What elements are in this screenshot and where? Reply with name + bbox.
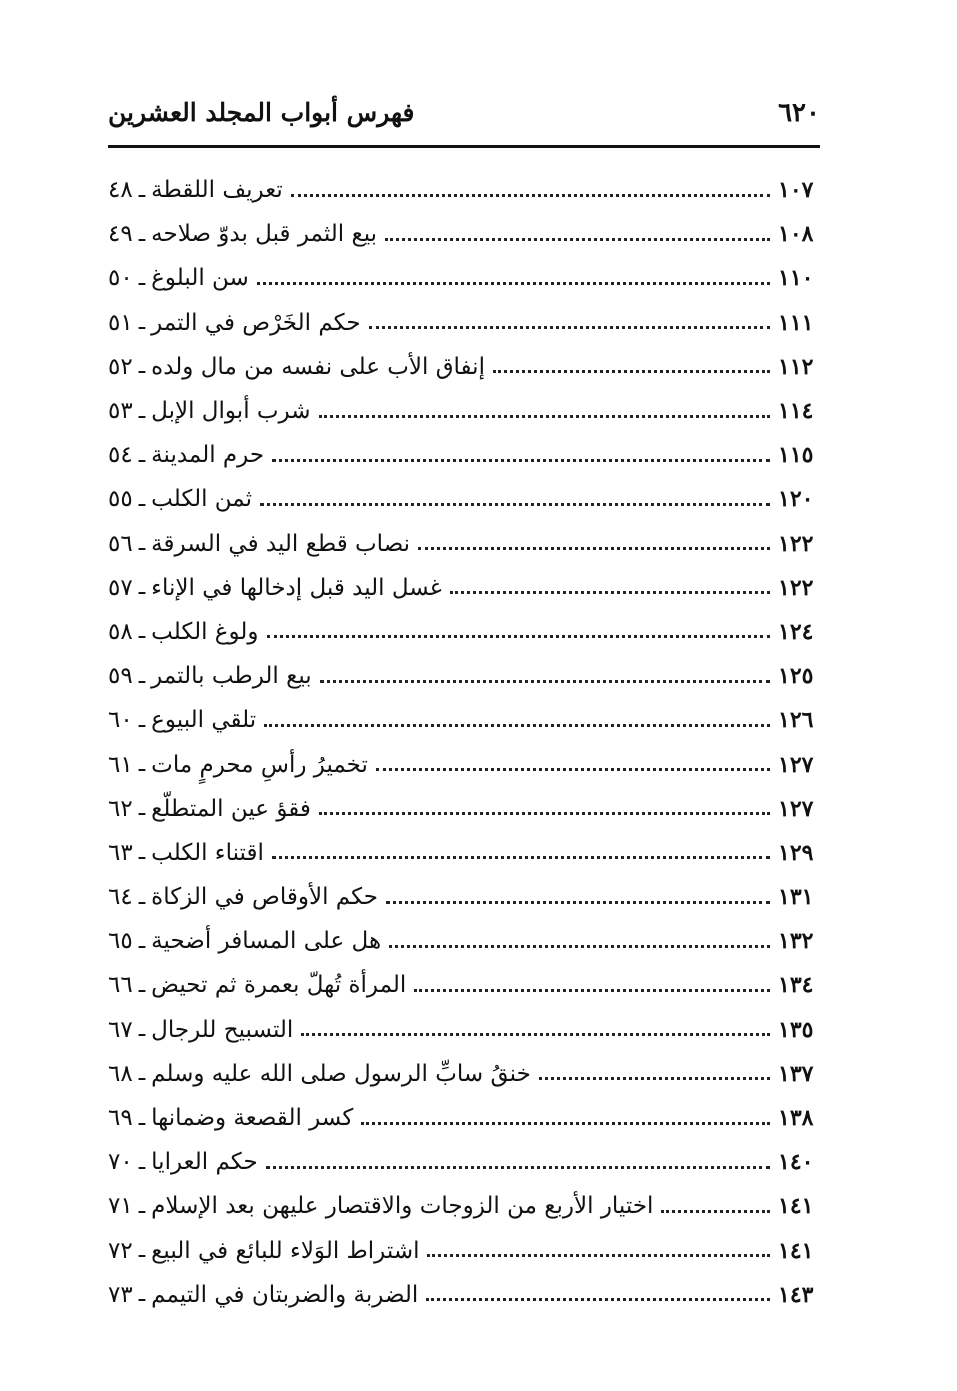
entry-separator: ـ — [138, 1105, 146, 1131]
dot-leader — [291, 194, 770, 197]
toc-entry — [108, 963, 820, 1007]
entry-title: غسل اليد قبل إدخالها في الإناء — [151, 574, 442, 601]
entry-title: إنفاق الأب على نفسه من مال ولده — [151, 353, 485, 380]
dot-leader — [493, 370, 770, 373]
entry-title: حكم الخَرْص في التمر — [151, 309, 361, 336]
entry-number: ٤٩ — [108, 221, 133, 248]
entry-separator: ـ — [138, 1282, 146, 1308]
entry-page-number: ١٤٣ — [778, 1281, 814, 1308]
entry-page-number: ١٢٠ — [778, 486, 814, 513]
entry-number: ٥٢ — [108, 353, 133, 380]
toc-entry — [108, 698, 820, 742]
dot-leader — [267, 635, 770, 638]
entry-number: ٥٤ — [108, 442, 133, 469]
entry-page-number: ١٢٥ — [778, 663, 814, 690]
entry-number: ٥٥ — [108, 486, 133, 513]
entry-separator: ـ — [138, 177, 146, 203]
dot-leader — [272, 856, 770, 859]
entry-page-number: ١٤٠ — [778, 1149, 814, 1176]
entry-page-number: ١٢٧ — [778, 751, 814, 778]
toc-entry — [108, 566, 820, 610]
toc-entry — [108, 477, 820, 521]
entry-separator: ـ — [138, 752, 146, 778]
entry-number: ٦٠ — [108, 707, 133, 734]
entry-separator: ـ — [138, 310, 146, 336]
entry-page-number: ١١٢ — [778, 353, 814, 380]
entry-title: المرأة تُهلّ بعمرة ثم تحيض — [151, 972, 407, 999]
dot-leader — [426, 1298, 770, 1301]
entry-page-number: ١٤١ — [778, 1193, 814, 1220]
entry-separator: ـ — [138, 221, 146, 247]
entry-title: نصاب قطع اليد في السرقة — [151, 530, 411, 557]
toc-entry — [108, 389, 820, 433]
entry-page-number: ١٣٤ — [778, 972, 814, 999]
entry-page-number: ١١٠ — [778, 265, 814, 292]
entry-page-number: ١٢٧ — [778, 795, 814, 822]
entry-separator: ـ — [138, 928, 146, 954]
entry-separator: ـ — [138, 486, 146, 512]
entry-page-number: ١٣٧ — [778, 1060, 814, 1087]
entry-number: ٥٨ — [108, 618, 133, 645]
entry-title: ثمن الكلب — [151, 486, 252, 513]
entry-page-number: ١٢٢ — [778, 574, 814, 601]
entry-page-number: ١٤١ — [778, 1237, 814, 1264]
entry-title: اختيار الأربع من الزوجات والاقتصار عليهن بعد الإسلام — [151, 1193, 654, 1220]
toc-entry — [108, 610, 820, 654]
entry-page-number: ١٠٨ — [778, 221, 814, 248]
toc-entry — [108, 742, 820, 786]
entry-separator: ـ — [138, 707, 146, 733]
toc-entry — [108, 1140, 820, 1184]
entry-number: ٥٠ — [108, 265, 133, 292]
entry-title: تخميرُ رأسِ محرمٍ مات — [151, 751, 368, 778]
toc-entry — [108, 1229, 820, 1273]
toc-entry — [108, 256, 820, 300]
entry-separator: ـ — [138, 1193, 146, 1219]
entry-separator: ـ — [138, 354, 146, 380]
entry-number: ٥١ — [108, 309, 133, 336]
entry-title: حرم المدينة — [151, 442, 265, 469]
toc-entry — [108, 919, 820, 963]
toc-entry — [108, 787, 820, 831]
entry-page-number: ١٣٢ — [778, 928, 814, 955]
entry-separator: ـ — [138, 531, 146, 557]
toc-entry — [108, 301, 820, 345]
entry-separator: ـ — [138, 840, 146, 866]
table-of-contents — [108, 168, 820, 1317]
entry-number: ٦٢ — [108, 795, 133, 822]
toc-entry — [108, 831, 820, 875]
entry-separator: ـ — [138, 265, 146, 291]
toc-entry — [108, 1052, 820, 1096]
dot-leader — [427, 1254, 770, 1257]
entry-title: حكم الأوقاص في الزكاة — [151, 884, 379, 911]
entry-separator: ـ — [138, 1238, 146, 1264]
toc-entry — [108, 1096, 820, 1140]
entry-number: ٦٥ — [108, 928, 133, 955]
entry-title: سن البلوغ — [151, 265, 249, 292]
toc-entry — [108, 1008, 820, 1052]
dot-leader — [369, 326, 770, 329]
entry-title: شرب أبوال الإبل — [151, 398, 311, 425]
entry-number: ٥٦ — [108, 530, 133, 557]
dot-leader — [386, 901, 770, 904]
entry-title: الضربة والضربتان في التيمم — [151, 1281, 419, 1308]
entry-separator: ـ — [138, 796, 146, 822]
toc-entry — [108, 654, 820, 698]
entry-page-number: ١٢٢ — [778, 530, 814, 557]
entry-number: ٧١ — [108, 1193, 133, 1220]
dot-leader — [661, 1210, 770, 1213]
entry-title: كسر القصعة وضمانها — [151, 1105, 354, 1132]
entry-title: حكم العرايا — [151, 1149, 258, 1176]
page-header — [108, 92, 820, 134]
entry-title: خنقُ سابِّ الرسول صلى الله عليه وسلم — [151, 1060, 531, 1087]
entry-page-number: ١٣٥ — [778, 1016, 814, 1043]
entry-number: ٥٩ — [108, 663, 133, 690]
entry-title: تلقي البيوع — [151, 707, 257, 734]
header-divider — [108, 145, 820, 148]
entry-title: هل على المسافر أضحية — [151, 928, 382, 955]
entry-page-number: ١٠٧ — [778, 177, 814, 204]
entry-separator: ـ — [138, 884, 146, 910]
entry-page-number: ١٣٨ — [778, 1105, 814, 1132]
entry-separator: ـ — [138, 619, 146, 645]
dot-leader — [450, 591, 770, 594]
entry-separator: ـ — [138, 1061, 146, 1087]
entry-number: ٥٧ — [108, 574, 133, 601]
entry-page-number: ١٣١ — [778, 884, 814, 911]
entry-number: ٦٧ — [108, 1016, 133, 1043]
entry-number: ٦٣ — [108, 839, 133, 866]
entry-title: تعريف اللقطة — [151, 177, 283, 204]
entry-number: ٥٣ — [108, 398, 133, 425]
dot-leader — [385, 238, 770, 241]
entry-number: ٧٣ — [108, 1281, 133, 1308]
dot-leader — [319, 812, 770, 815]
toc-entry — [108, 433, 820, 477]
dot-leader — [418, 547, 770, 550]
entry-separator: ـ — [138, 398, 146, 424]
entry-page-number: ١١٥ — [778, 442, 814, 469]
entry-number: ٦٩ — [108, 1105, 133, 1132]
dot-leader — [320, 680, 770, 683]
entry-page-number: ١٢٤ — [778, 618, 814, 645]
entry-page-number: ١٢٩ — [778, 839, 814, 866]
entry-number: ٦١ — [108, 751, 133, 778]
toc-entry — [108, 1184, 820, 1228]
dot-leader — [389, 945, 770, 948]
entry-title: فقؤ عين المتطلّع — [151, 795, 311, 822]
toc-entry — [108, 875, 820, 919]
entry-separator: ـ — [138, 1149, 146, 1175]
toc-entry — [108, 522, 820, 566]
entry-separator: ـ — [138, 442, 146, 468]
entry-title: اقتناء الكلب — [151, 839, 264, 866]
toc-entry — [108, 345, 820, 389]
toc-entry — [108, 212, 820, 256]
dot-leader — [376, 768, 770, 771]
running-title: فهرس أبواب المجلد العشرين — [108, 98, 415, 127]
entry-page-number: ١١١ — [778, 309, 814, 336]
entry-number: ٧٢ — [108, 1237, 133, 1264]
entry-separator: ـ — [138, 663, 146, 689]
entry-separator: ـ — [138, 972, 146, 998]
dot-leader — [272, 459, 770, 462]
entry-title: بيع الثمر قبل بدوّ صلاحه — [151, 221, 378, 248]
toc-entry — [108, 168, 820, 212]
entry-title: بيع الرطب بالتمر — [151, 663, 312, 690]
entry-number: ٦٨ — [108, 1060, 133, 1087]
entry-number: ٦٦ — [108, 972, 133, 999]
dot-leader — [414, 989, 770, 992]
dot-leader — [539, 1077, 770, 1080]
entry-page-number: ١٢٦ — [778, 707, 814, 734]
dot-leader — [264, 724, 770, 727]
dot-leader — [319, 415, 770, 418]
entry-title: اشتراط الوَلاء للبائع في البيع — [151, 1237, 420, 1264]
dot-leader — [260, 503, 770, 506]
entry-number: ٤٨ — [108, 177, 133, 204]
entry-title: ولوغ الكلب — [151, 618, 259, 645]
toc-entry — [108, 1273, 820, 1317]
dot-leader — [266, 1166, 770, 1169]
entry-title: التسبيح للرجال — [151, 1016, 294, 1043]
dot-leader — [361, 1122, 770, 1125]
dot-leader — [257, 282, 770, 285]
entry-number: ٧٠ — [108, 1149, 133, 1176]
entry-separator: ـ — [138, 575, 146, 601]
dot-leader — [301, 1033, 770, 1036]
page-number: ٦٢٠ — [778, 98, 820, 128]
entry-separator: ـ — [138, 1017, 146, 1043]
entry-page-number: ١١٤ — [778, 398, 814, 425]
entry-number: ٦٤ — [108, 884, 133, 911]
